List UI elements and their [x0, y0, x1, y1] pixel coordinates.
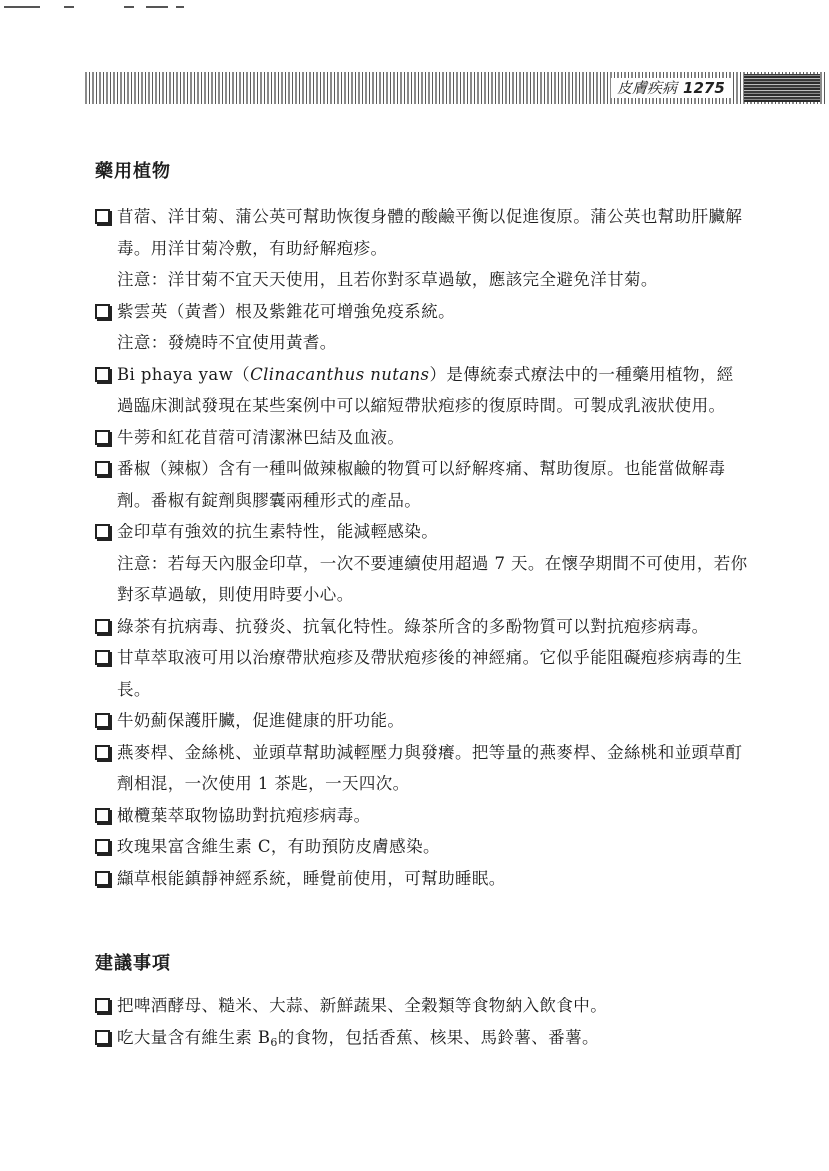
checkbox-icon — [95, 839, 110, 854]
header-tail-mark — [744, 74, 820, 102]
running-header — [611, 78, 731, 98]
checkbox-icon — [95, 367, 110, 382]
herb-list — [95, 201, 750, 894]
herb-text: 甘草萃取液可用以治療帶狀疱疹及帶狀疱疹後的神經痛。它似乎能阻礙疱疹病毒的生長。 — [117, 648, 743, 699]
herb-item — [95, 201, 750, 296]
herb-item — [95, 359, 750, 422]
checkbox-icon — [95, 745, 110, 760]
header-chapter: 皮膚疾病 — [617, 79, 678, 97]
vitamin-subscript: 6 — [270, 1035, 278, 1049]
herb-item — [95, 422, 750, 454]
herb-text: 燕麥桿、金絲桃、並頭草幫助減輕壓力與發癢。把等量的燕麥桿、金絲桃和並頭草酊劑相混，一次使用 1 茶匙，一天四次。 — [117, 742, 743, 793]
herb-text: 苜蓿、洋甘菊、蒲公英可幫助恢復身體的酸鹼平衡以促進復原。蒲公英也幫助肝臟解毒。用洋甘菊冷敷，有助紓解疱疹。 — [117, 207, 743, 258]
checkbox-icon — [95, 209, 110, 224]
checkbox-icon — [95, 808, 110, 823]
checkbox-icon — [95, 461, 110, 476]
recommendation-text: 把啤酒酵母、糙米、大蒜、新鮮蔬果、全穀類等食物納入飲食中。 — [117, 996, 608, 1015]
herb-text: 玫瑰果富含維生素 C，有助預防皮膚感染。 — [117, 837, 440, 856]
herb-item — [95, 863, 750, 895]
herb-item — [95, 516, 750, 611]
herb-item — [95, 800, 750, 832]
checkbox-icon — [95, 650, 110, 665]
checkbox-icon — [95, 998, 110, 1013]
herb-text: 橄欖葉萃取物協助對抗疱疹病毒。 — [117, 805, 371, 825]
section-title-recommendations: 建議事項 — [95, 953, 171, 974]
herb-text: 牛奶薊保護肝臟，促進健康的肝功能。 — [117, 711, 405, 730]
page-number: 1275 — [683, 79, 725, 97]
scan-mark — [64, 6, 74, 8]
recommendation-item — [95, 1022, 750, 1054]
herb-item — [95, 453, 750, 516]
scan-mark — [146, 6, 168, 8]
scan-mark — [176, 6, 184, 8]
checkbox-icon — [95, 304, 110, 319]
scan-mark — [4, 6, 40, 8]
recommendation-list — [95, 990, 750, 1053]
herb-text: 紫雲英（黃耆）根及紫錐花可增強免疫系統。 — [117, 301, 455, 321]
recommendation-text: 的食物，包括香蕉、核果、馬鈴薯、番薯。 — [277, 1027, 599, 1047]
herb-item — [95, 611, 750, 643]
latin-name: Clinacanthus nutans — [250, 364, 430, 384]
herb-item — [95, 296, 750, 359]
herb-text: 牛蒡和紅花苜蓿可清潔淋巴結及血液。 — [117, 427, 405, 447]
herb-text: ）是傳統泰式療法中的一種藥用植物，經過臨床測試發現在某些案例中可以縮短帶狀疱疹的復原時間。可製成乳液狀使用。 — [117, 364, 734, 415]
checkbox-icon — [95, 524, 110, 539]
checkbox-icon — [95, 1030, 110, 1045]
section-title-herbs: 藥用植物 — [95, 161, 171, 182]
herb-item — [95, 831, 750, 863]
herb-text: Bi phaya yaw（ — [117, 364, 251, 384]
herb-item — [95, 705, 750, 737]
herb-text: 番椒（辣椒）含有一種叫做辣椒鹼的物質可以紓解疼痛、幫助復原。也能當做解毒劑。番椒有錠劑與膠囊兩種形式的產品。 — [117, 459, 726, 510]
recommendation-item — [95, 990, 750, 1022]
checkbox-icon — [95, 713, 110, 728]
scan-mark — [124, 6, 134, 8]
herb-item — [95, 737, 750, 800]
herb-item — [95, 642, 750, 705]
checkbox-icon — [95, 430, 110, 445]
herb-text: 纈草根能鎮靜神經系統，睡覺前使用，可幫助睡眠。 — [117, 868, 506, 888]
herb-note: 注意：洋甘菊不宜天天使用，且若你對豕草過敏，應該完全避免洋甘菊。 — [117, 270, 658, 289]
checkbox-icon — [95, 871, 110, 886]
herb-note: 注意：發燒時不宜使用黃耆。 — [117, 333, 337, 352]
recommendation-text: 吃大量含有維生素 B — [117, 1027, 271, 1047]
checkbox-icon — [95, 619, 110, 634]
herb-text: 綠茶有抗病毒、抗發炎、抗氧化特性。綠茶所含的多酚物質可以對抗疱疹病毒。 — [117, 616, 709, 636]
herb-text: 金印草有強效的抗生素特性，能減輕感染。 — [117, 522, 439, 541]
herb-note: 注意：若每天內服金印草，一次不要連續使用超過 7 天。在懷孕期間不可使用，若你對豕草過敏，則使用時要小心。 — [117, 553, 748, 604]
